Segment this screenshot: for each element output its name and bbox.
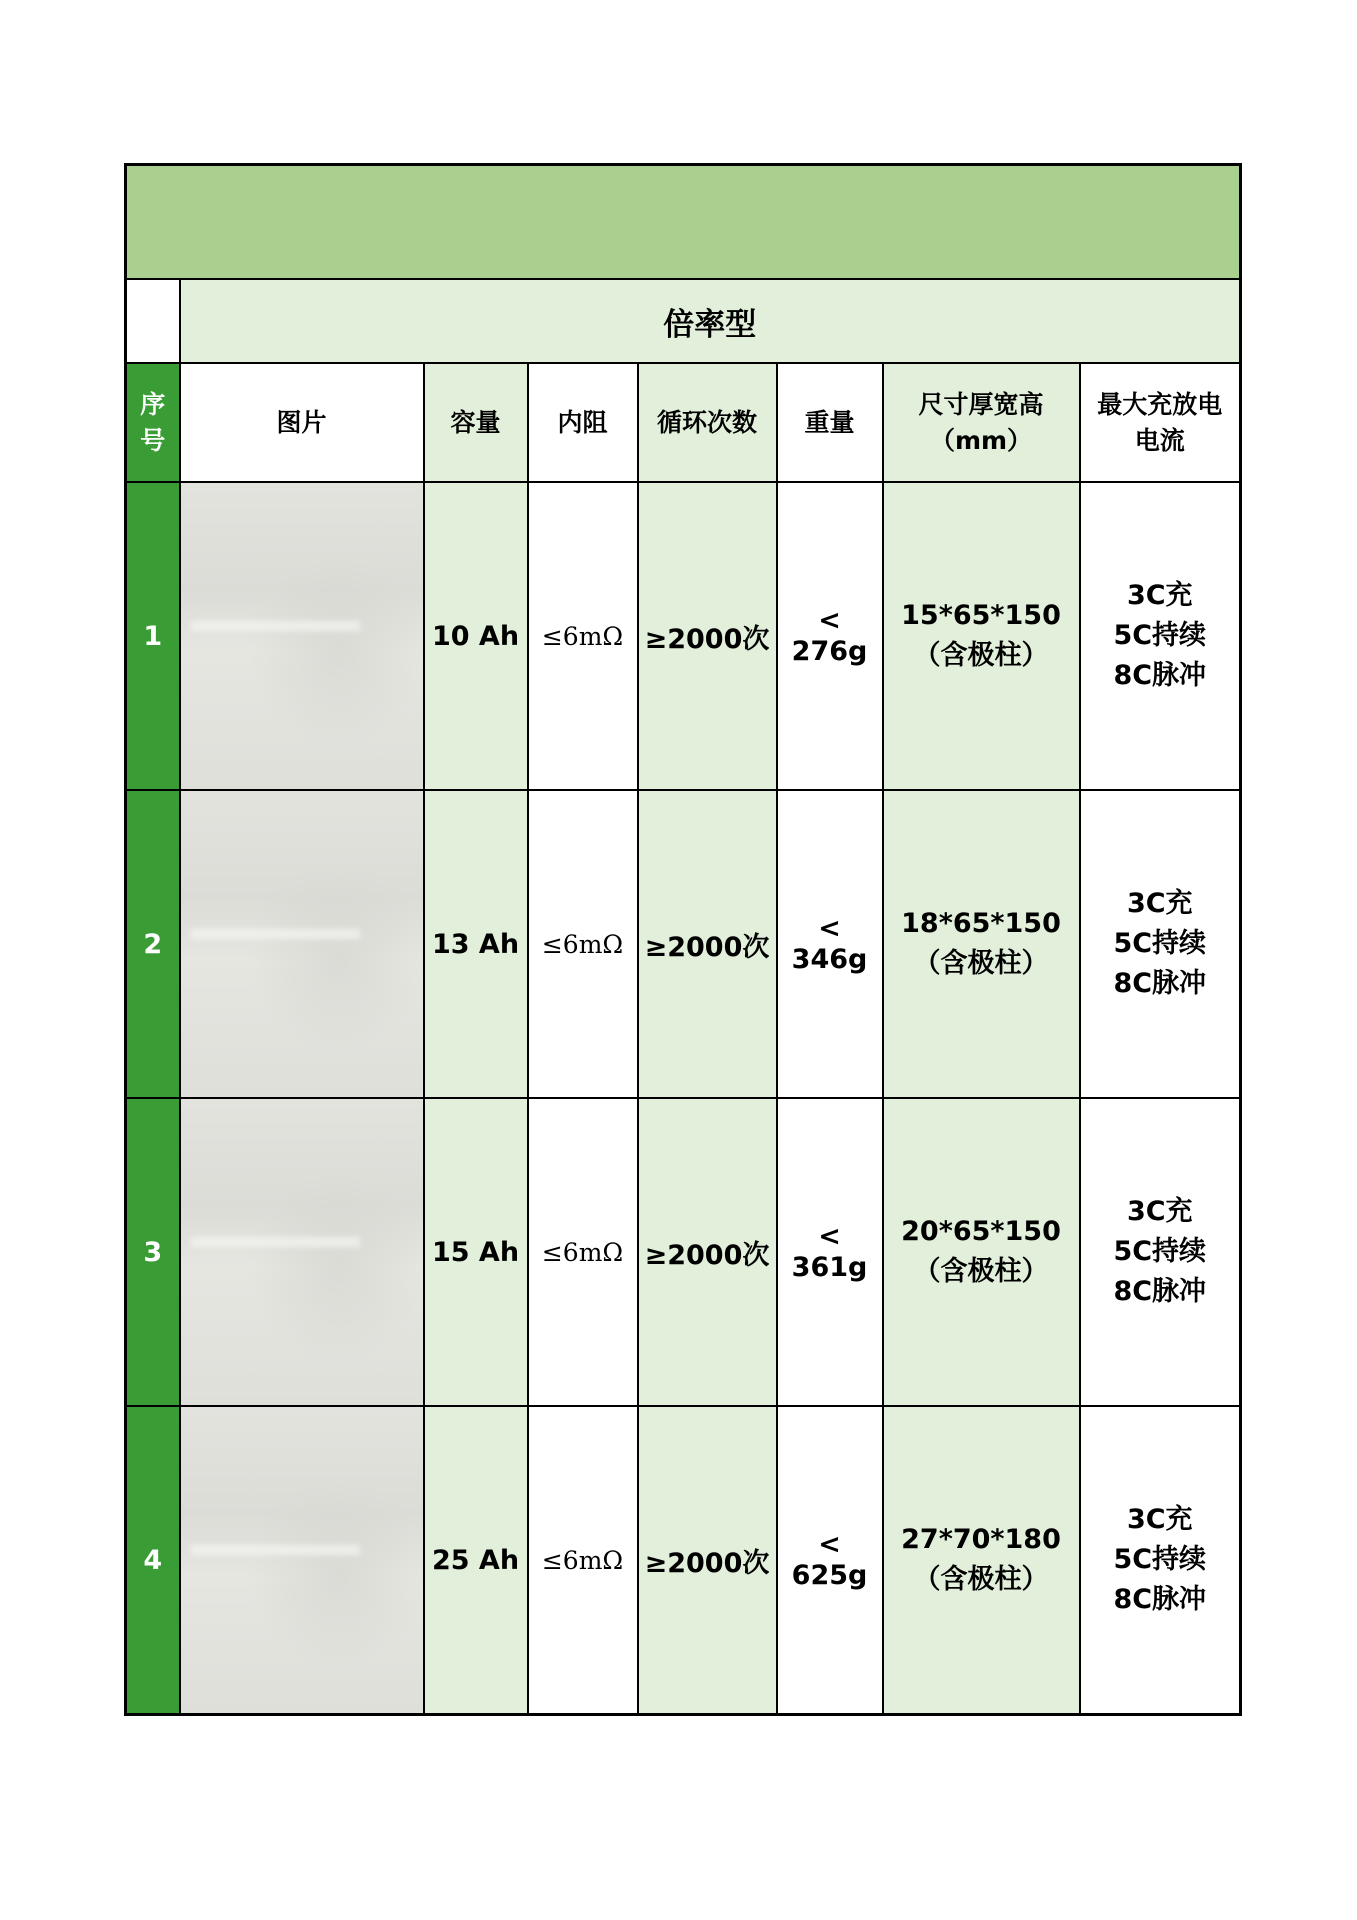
battery-spec-table xyxy=(124,163,1242,1716)
product-photo-cell xyxy=(180,790,424,1098)
cycles-cell: ≥2000次 xyxy=(638,1406,777,1715)
product-photo xyxy=(181,1099,423,1405)
group-row xyxy=(126,279,1241,363)
weight-cell: < 276g xyxy=(777,482,883,790)
current-pulse: 8C脉冲 xyxy=(1113,660,1207,691)
product-photo xyxy=(181,483,423,789)
product-photo-cell xyxy=(180,482,424,790)
current-cell xyxy=(1080,790,1241,1098)
current-charge: 3C充 xyxy=(1126,1196,1193,1227)
size-note: （含极柱） xyxy=(913,948,1049,979)
size-note: （含极柱） xyxy=(913,1564,1049,1595)
capacity-cell: 13 Ah xyxy=(424,790,528,1098)
resistance-cell: ≤6mΩ xyxy=(528,1406,638,1715)
current-pulse: 8C脉冲 xyxy=(1113,968,1207,999)
header-cycles: 循环次数 xyxy=(638,363,777,482)
current-pulse: 8C脉冲 xyxy=(1113,1276,1207,1307)
current-charge: 3C充 xyxy=(1126,1504,1193,1535)
current-cell xyxy=(1080,1406,1241,1715)
resistance-cell: ≤6mΩ xyxy=(528,1098,638,1406)
header-index xyxy=(126,363,180,482)
header-size-line2: （mm） xyxy=(929,425,1033,455)
table-row xyxy=(126,482,1241,790)
current-charge: 3C充 xyxy=(1126,580,1193,611)
size-value: 20*65*150 xyxy=(901,1216,1061,1247)
weight-cell: < 346g xyxy=(777,790,883,1098)
current-cell xyxy=(1080,1098,1241,1406)
size-note: （含极柱） xyxy=(913,640,1049,671)
cycles-cell: ≥2000次 xyxy=(638,790,777,1098)
table-row xyxy=(126,1098,1241,1406)
size-cell xyxy=(883,482,1080,790)
row-index: 2 xyxy=(126,790,180,1098)
size-value: 15*65*150 xyxy=(901,600,1061,631)
header-size-line1: 尺寸厚宽高 xyxy=(918,389,1044,419)
size-cell xyxy=(883,1406,1080,1715)
weight-cell: < 625g xyxy=(777,1406,883,1715)
header-weight: 重量 xyxy=(777,363,883,482)
current-continuous: 5C持续 xyxy=(1113,620,1207,651)
group-title: 倍率型 xyxy=(180,279,1241,363)
product-photo-cell xyxy=(180,1406,424,1715)
capacity-cell: 10 Ah xyxy=(424,482,528,790)
table-row xyxy=(126,1406,1241,1715)
resistance-cell: ≤6mΩ xyxy=(528,790,638,1098)
header-capacity: 容量 xyxy=(424,363,528,482)
header-current xyxy=(1080,363,1241,482)
header-resistance: 内阻 xyxy=(528,363,638,482)
current-continuous: 5C持续 xyxy=(1113,1236,1207,1267)
current-charge: 3C充 xyxy=(1126,888,1193,919)
current-cell xyxy=(1080,482,1241,790)
row-index: 1 xyxy=(126,482,180,790)
capacity-cell: 15 Ah xyxy=(424,1098,528,1406)
current-continuous: 5C持续 xyxy=(1113,928,1207,959)
header-current-line1: 最大充放电 xyxy=(1097,389,1223,419)
capacity-cell: 25 Ah xyxy=(424,1406,528,1715)
blank-corner-cell xyxy=(126,279,180,363)
size-value: 18*65*150 xyxy=(901,908,1061,939)
header-row xyxy=(126,363,1241,482)
row-index: 4 xyxy=(126,1406,180,1715)
size-note: （含极柱） xyxy=(913,1256,1049,1287)
current-pulse: 8C脉冲 xyxy=(1113,1584,1207,1615)
cycles-cell: ≥2000次 xyxy=(638,1098,777,1406)
size-cell xyxy=(883,790,1080,1098)
product-photo xyxy=(181,791,423,1097)
header-image: 图片 xyxy=(180,363,424,482)
resistance-cell: ≤6mΩ xyxy=(528,482,638,790)
table-row xyxy=(126,790,1241,1098)
row-index: 3 xyxy=(126,1098,180,1406)
product-photo xyxy=(181,1407,423,1713)
cycles-cell: ≥2000次 xyxy=(638,482,777,790)
table-banner xyxy=(126,165,1241,280)
header-size xyxy=(883,363,1080,482)
header-index-label: 序号 xyxy=(140,389,166,455)
weight-cell: < 361g xyxy=(777,1098,883,1406)
banner-row xyxy=(126,165,1241,280)
size-cell xyxy=(883,1098,1080,1406)
header-current-line2: 电流 xyxy=(1134,425,1185,455)
product-photo-cell xyxy=(180,1098,424,1406)
size-value: 27*70*180 xyxy=(901,1524,1061,1555)
current-continuous: 5C持续 xyxy=(1113,1544,1207,1575)
